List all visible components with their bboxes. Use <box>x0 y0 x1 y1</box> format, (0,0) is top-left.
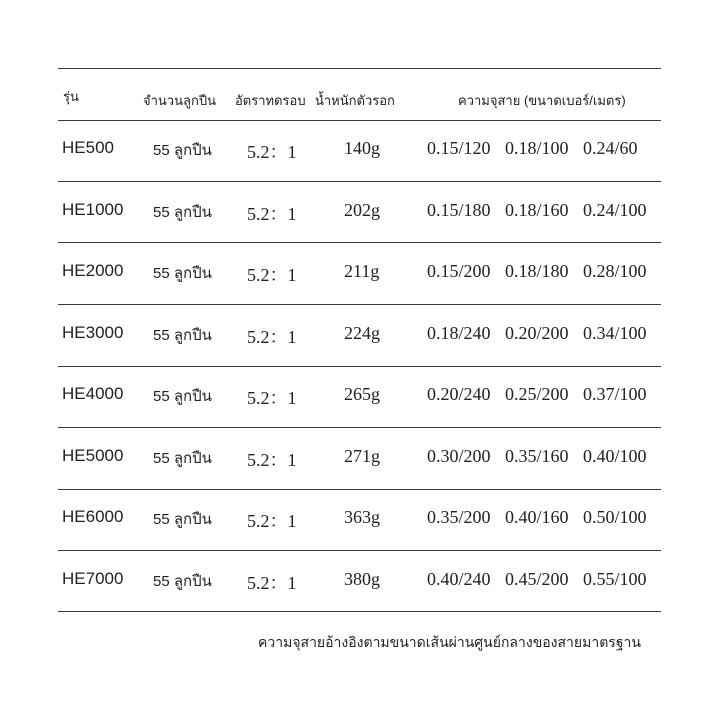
cell-capacity-3: 0.40/100 <box>583 446 647 466</box>
cell-gear-ratio: 5.2：1 <box>247 265 297 285</box>
cell-capacity-3: 0.24/100 <box>583 200 647 220</box>
header-ball-bearings: จำนวนลูกปืน <box>143 93 216 108</box>
header-weight: น้ำหนักตัวรอก <box>315 93 395 108</box>
cell-capacity-2: 0.20/200 <box>505 323 569 343</box>
cell-capacity-3: 0.34/100 <box>583 323 647 343</box>
cell-weight: 211g <box>344 261 380 281</box>
cell-weight: 140g <box>344 138 380 158</box>
cell-model: HE500 <box>62 138 114 157</box>
cell-model: HE7000 <box>62 569 124 588</box>
cell-capacity-2: 0.18/160 <box>505 200 569 220</box>
header-line-capacity: ความจุสาย (ขนาดเบอร์/เมตร) <box>458 93 626 108</box>
cell-gear-ratio: 5.2：1 <box>247 388 297 408</box>
cell-weight: 224g <box>344 323 380 343</box>
cell-gear-ratio: 5.2：1 <box>247 573 297 593</box>
cell-gear-ratio: 5.2：1 <box>247 204 297 224</box>
cell-capacity-1: 0.18/240 <box>427 323 491 343</box>
cell-capacity-2: 0.40/160 <box>505 507 569 527</box>
row-rule <box>58 427 661 428</box>
cell-ball-bearings: 55 ลูกปืน <box>153 327 212 344</box>
row-rule <box>58 489 661 490</box>
cell-capacity-1: 0.20/240 <box>427 384 491 404</box>
header-gear-ratio: อัตราทดรอบ <box>235 93 306 108</box>
cell-capacity-1: 0.15/200 <box>427 261 491 281</box>
row-rule <box>58 181 661 182</box>
cell-capacity-2: 0.18/100 <box>505 138 569 158</box>
cell-weight: 380g <box>344 569 380 589</box>
cell-ball-bearings: 55 ลูกปืน <box>153 573 212 590</box>
cell-capacity-1: 0.15/180 <box>427 200 491 220</box>
cell-capacity-3: 0.50/100 <box>583 507 647 527</box>
cell-capacity-2: 0.45/200 <box>505 569 569 589</box>
cell-ball-bearings: 55 ลูกปืน <box>153 265 212 282</box>
cell-ball-bearings: 55 ลูกปืน <box>153 142 212 159</box>
cell-model: HE6000 <box>62 507 124 526</box>
table-bottom-rule <box>58 611 661 612</box>
cell-model: HE2000 <box>62 261 124 280</box>
cell-weight: 202g <box>344 200 380 220</box>
cell-capacity-3: 0.28/100 <box>583 261 647 281</box>
cell-ball-bearings: 55 ลูกปืน <box>153 450 212 467</box>
cell-gear-ratio: 5.2：1 <box>247 511 297 531</box>
cell-capacity-2: 0.18/180 <box>505 261 569 281</box>
cell-gear-ratio: 5.2：1 <box>247 327 297 347</box>
footnote: ความจุสายอ้างอิงตามขนาดเส้นผ่านศูนย์กลางของสายมาตรฐาน <box>258 634 641 650</box>
cell-gear-ratio: 5.2：1 <box>247 450 297 470</box>
cell-capacity-2: 0.35/160 <box>505 446 569 466</box>
cell-ball-bearings: 55 ลูกปืน <box>153 511 212 528</box>
cell-weight: 271g <box>344 446 380 466</box>
cell-weight: 363g <box>344 507 380 527</box>
cell-capacity-1: 0.30/200 <box>427 446 491 466</box>
cell-capacity-1: 0.40/240 <box>427 569 491 589</box>
cell-model: HE3000 <box>62 323 124 342</box>
header-rule <box>58 120 661 121</box>
table-top-rule <box>58 68 661 69</box>
cell-capacity-3: 0.24/60 <box>583 138 638 158</box>
cell-capacity-1: 0.15/120 <box>427 138 491 158</box>
cell-ball-bearings: 55 ลูกปืน <box>153 204 212 221</box>
cell-capacity-1: 0.35/200 <box>427 507 491 527</box>
cell-model: HE5000 <box>62 446 124 465</box>
cell-gear-ratio: 5.2：1 <box>247 142 297 162</box>
cell-ball-bearings: 55 ลูกปืน <box>153 388 212 405</box>
cell-capacity-3: 0.55/100 <box>583 569 647 589</box>
cell-capacity-3: 0.37/100 <box>583 384 647 404</box>
cell-weight: 265g <box>344 384 380 404</box>
cell-model: HE4000 <box>62 384 124 403</box>
row-rule <box>58 242 661 243</box>
cell-capacity-2: 0.25/200 <box>505 384 569 404</box>
cell-model: HE1000 <box>62 200 124 219</box>
row-rule <box>58 304 661 305</box>
row-rule <box>58 366 661 367</box>
row-rule <box>58 550 661 551</box>
header-model: รุ่น <box>63 89 79 104</box>
